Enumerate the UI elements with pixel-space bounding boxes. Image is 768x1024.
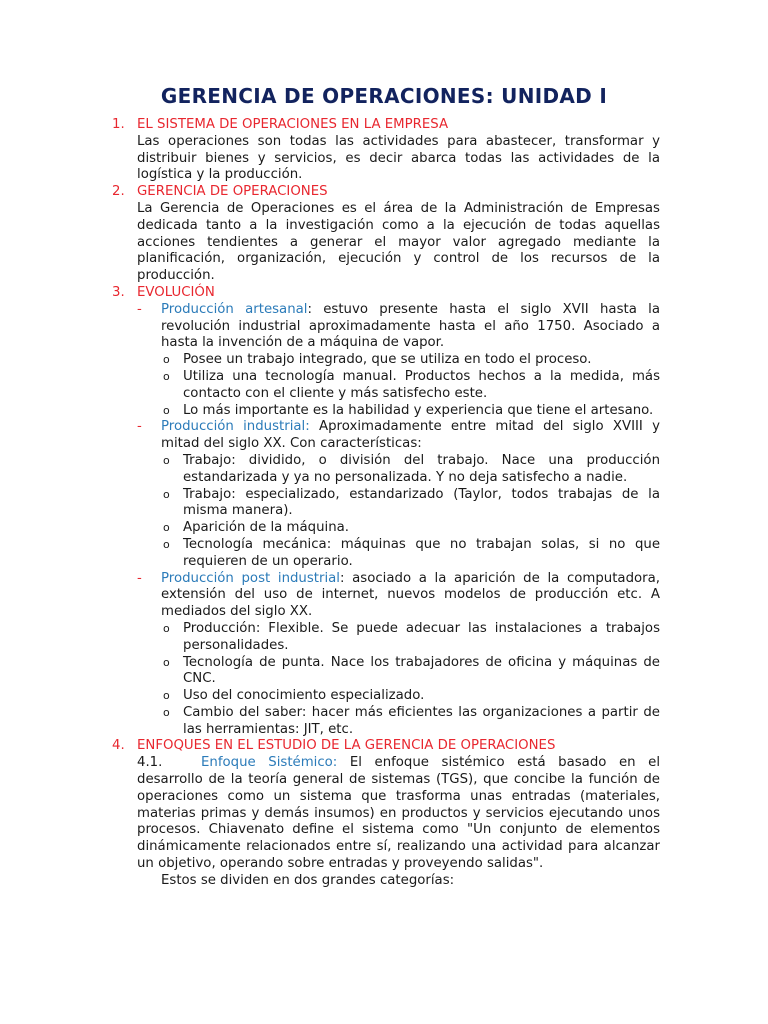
bullet-text: Trabajo: dividido, o división del trabajo. Nace una producción estandarizada y ya no personalizada. Y no deja satisfecho a nadie.: [183, 452, 660, 485]
item-text: [161, 302, 660, 352]
circle-bullet-icon: o: [163, 521, 170, 535]
section-3: [112, 285, 660, 739]
section-body: La Gerencia de Operaciones es el área de la Administración de Empresas dedicada tanto a la investigación como a la ejecución de todas aquellas acciones tendientes a generar el mayor valor agregado mediante la planificación, organización, ejecución y control de los recursos de la producción.: [137, 200, 660, 284]
list-item: [137, 537, 660, 571]
item-text: [161, 571, 660, 621]
subsection-text: El enfoque sistémico está basado en el desarrollo de la teoría general de sistemas (TGS), que concibe la función de operaciones como un sistema que trasforma unas entradas (materiales, materias primas y demás insumos) en productos y servicios ejecutando unos procesos. Chiavenato define el sistema como "Un conjunto de elementos dinámicamente relacionados entre sí, realizando una actividad para alcanzar un objetivo, operando sobre entradas y proveyendo salidas".: [137, 755, 661, 872]
bullet-text: Uso del conocimiento especializado.: [183, 688, 425, 704]
circle-bullet-icon: o: [163, 705, 170, 719]
bullet-text: Trabajo: especializado, estandarizado (Taylor, todos trabajas de la misma manera).: [183, 486, 660, 519]
section-heading: EVOLUCIÓN: [137, 284, 215, 300]
section-2: [112, 184, 660, 285]
item-text: [161, 419, 660, 453]
section-heading: EL SISTEMA DE OPERACIONES EN LA EMPRESA: [137, 117, 449, 132]
item-description: Aproximadamente entre mitad del siglo XVIII y mitad del siglo XX. Con características:: [161, 419, 660, 452]
circle-bullet-icon: o: [163, 403, 170, 417]
list-item: [137, 352, 660, 369]
circle-bullet-icon: o: [163, 621, 170, 635]
evolution-item-industrial: [137, 419, 660, 453]
bullet-text: Aparición de la máquina.: [183, 520, 350, 536]
list-item: [137, 705, 660, 739]
evolution-item-artesanal: [137, 302, 660, 352]
bullet-text: Lo más importante es la habilidad y experiencia que tiene el artesano.: [183, 402, 654, 418]
section-1: [112, 117, 660, 184]
list-item: [137, 621, 660, 655]
list-item: [137, 403, 660, 420]
item-description: : estuvo presente hasta el siglo XVII hasta la revolución industrial aproximadamente hasta el año 1750. Asociado a hasta la invención de a máquina de vapor.: [161, 301, 660, 351]
section-heading: ENFOQUES EN EL ESTUDIO DE LA GERENCIA DE OPERACIONES: [137, 738, 556, 754]
evolution-item-post-industrial: [137, 571, 660, 621]
section-number: 2.: [112, 184, 125, 200]
item-term: Producción industrial:: [161, 419, 310, 435]
bullet-text: Utiliza una tecnología manual. Productos hechos a la medida, más contacto con el cliente y más satisfecho este.: [183, 368, 660, 401]
circle-bullet-icon: o: [163, 369, 170, 383]
circle-bullet-icon: o: [163, 537, 170, 551]
section-4: [112, 738, 660, 889]
list-item: [137, 453, 660, 487]
list-item: [137, 520, 660, 537]
list-item: [137, 655, 660, 689]
bullet-text: Posee un trabajo integrado, que se utiliza en todo el proceso.: [183, 352, 592, 368]
section-body: Las operaciones son todas las actividades para abastecer, transformar y distribuir bienes y servicios, es decir abarca todas las actividades de la logística y la producción.: [137, 133, 660, 183]
subsection-term: Enfoque Sistémico:: [201, 755, 338, 771]
list-item: [137, 487, 660, 521]
dash-marker: -: [137, 570, 142, 586]
item-description: : asociado a la aparición de la computadora, extensión del uso de internet, nuevos modelos de producción etc. A mediados del siglo XX.: [161, 570, 660, 620]
bullet-text: Producción: Flexible. Se puede adecuar las instalaciones a trabajos personalidades.: [183, 620, 660, 653]
circle-bullet-icon: o: [163, 353, 170, 367]
dash-marker: -: [137, 419, 142, 435]
page-title: GERENCIA DE OPERACIONES: UNIDAD I: [160, 84, 608, 108]
item-term: Producción artesanal: [161, 301, 308, 317]
subsection-4-1: [137, 755, 660, 873]
list-item: [137, 369, 660, 403]
circle-bullet-icon: o: [163, 453, 170, 467]
circle-bullet-icon: o: [163, 689, 170, 703]
document-content: [112, 117, 660, 890]
item-term: Producción post industrial: [161, 570, 341, 586]
bullet-text: Tecnología de punta. Nace los trabajadores de oficina y máquinas de CNC.: [183, 654, 660, 687]
section-number: 4.: [112, 738, 125, 754]
bullet-text: Tecnología mecánica: máquinas que no trabajan solas, si no que requieren de un operario.: [183, 536, 660, 569]
dash-marker: -: [137, 301, 142, 317]
closing-line: Estos se dividen en dos grandes categorías:: [161, 872, 455, 888]
section-heading: GERENCIA DE OPERACIONES: [137, 184, 328, 200]
list-item: [137, 688, 660, 705]
circle-bullet-icon: o: [163, 655, 170, 669]
bullet-text: Cambio del saber: hacer más eficientes las organizaciones a partir de las herramientas: JIT, etc.: [183, 704, 660, 737]
section-number: 1.: [112, 117, 125, 132]
subsection-number: 4.1.: [137, 755, 163, 771]
section-number: 3.: [112, 284, 125, 300]
circle-bullet-icon: o: [163, 487, 170, 501]
